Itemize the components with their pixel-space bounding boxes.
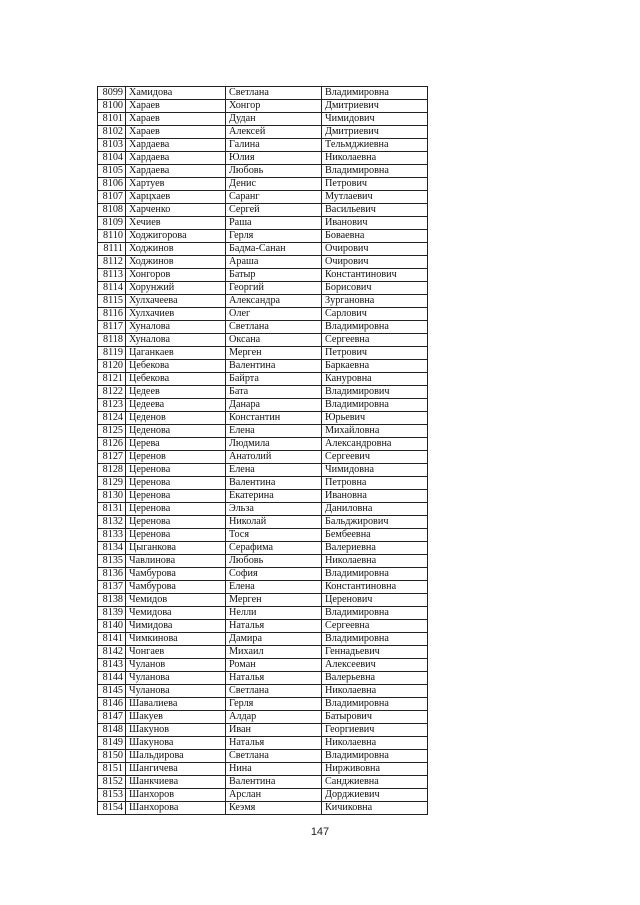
row-number-cell: 8127 (98, 451, 126, 464)
row-number-cell: 8152 (98, 776, 126, 789)
row-number-cell: 8151 (98, 763, 126, 776)
row-number-cell: 8099 (98, 87, 126, 100)
table-row (98, 789, 428, 802)
surname-cell: Церенова (126, 464, 226, 477)
surname-cell: Ходжинов (126, 256, 226, 269)
patronymic-cell: Александровна (322, 438, 428, 451)
surname-cell: Церенова (126, 529, 226, 542)
first-name-cell: Михаил (226, 646, 322, 659)
patronymic-cell: Юрьевич (322, 412, 428, 425)
table-row (98, 607, 428, 620)
patronymic-cell: Владимировна (322, 399, 428, 412)
patronymic-cell: Батырович (322, 711, 428, 724)
first-name-cell: Оксана (226, 334, 322, 347)
row-number-cell: 8129 (98, 477, 126, 490)
first-name-cell: Бата (226, 386, 322, 399)
patronymic-cell: Михайловна (322, 425, 428, 438)
table-row (98, 503, 428, 516)
table-row (98, 412, 428, 425)
table-row (98, 334, 428, 347)
first-name-cell: Валентина (226, 776, 322, 789)
table-row (98, 217, 428, 230)
row-number-cell: 8124 (98, 412, 126, 425)
patronymic-cell: Дорджиевич (322, 789, 428, 802)
table-row (98, 87, 428, 100)
table-row (98, 399, 428, 412)
first-name-cell: Николай (226, 516, 322, 529)
first-name-cell: Иван (226, 724, 322, 737)
names-table (97, 86, 428, 815)
row-number-cell: 8140 (98, 620, 126, 633)
table-row (98, 204, 428, 217)
first-name-cell: Эльза (226, 503, 322, 516)
first-name-cell: Наталья (226, 672, 322, 685)
first-name-cell: Хонгор (226, 100, 322, 113)
surname-cell: Церенова (126, 477, 226, 490)
surname-cell: Харченко (126, 204, 226, 217)
row-number-cell: 8141 (98, 633, 126, 646)
surname-cell: Ходжинов (126, 243, 226, 256)
patronymic-cell: Очирович (322, 256, 428, 269)
first-name-cell: Мерген (226, 594, 322, 607)
table-row (98, 516, 428, 529)
first-name-cell: Светлана (226, 321, 322, 334)
surname-cell: Шангичева (126, 763, 226, 776)
surname-cell: Хулхачиев (126, 308, 226, 321)
first-name-cell: Александра (226, 295, 322, 308)
row-number-cell: 8103 (98, 139, 126, 152)
patronymic-cell: Константиновна (322, 581, 428, 594)
first-name-cell: Наталья (226, 620, 322, 633)
first-name-cell: Валентина (226, 360, 322, 373)
surname-cell: Шанкчиева (126, 776, 226, 789)
surname-cell: Чуланов (126, 659, 226, 672)
first-name-cell: Любовь (226, 555, 322, 568)
patronymic-cell: Бембеевна (322, 529, 428, 542)
first-name-cell: Роман (226, 659, 322, 672)
table-row (98, 568, 428, 581)
patronymic-cell: Валериевна (322, 542, 428, 555)
row-number-cell: 8113 (98, 269, 126, 282)
table-row (98, 477, 428, 490)
surname-cell: Чимидова (126, 620, 226, 633)
patronymic-cell: Владимировна (322, 698, 428, 711)
row-number-cell: 8117 (98, 321, 126, 334)
table-row (98, 425, 428, 438)
patronymic-cell: Константинович (322, 269, 428, 282)
row-number-cell: 8107 (98, 191, 126, 204)
table-row (98, 529, 428, 542)
patronymic-cell: Мутлаевич (322, 191, 428, 204)
row-number-cell: 8101 (98, 113, 126, 126)
first-name-cell: София (226, 568, 322, 581)
row-number-cell: 8119 (98, 347, 126, 360)
patronymic-cell: Сарлович (322, 308, 428, 321)
first-name-cell: Наталья (226, 737, 322, 750)
patronymic-cell: Зургановна (322, 295, 428, 308)
row-number-cell: 8116 (98, 308, 126, 321)
patronymic-cell: Николаевна (322, 555, 428, 568)
surname-cell: Церенова (126, 503, 226, 516)
row-number-cell: 8105 (98, 165, 126, 178)
surname-cell: Хардаева (126, 152, 226, 165)
patronymic-cell: Боваевна (322, 230, 428, 243)
patronymic-cell: Сергеевна (322, 620, 428, 633)
first-name-cell: Екатерина (226, 490, 322, 503)
surname-cell: Шакунов (126, 724, 226, 737)
first-name-cell: Араша (226, 256, 322, 269)
surname-cell: Цыганкова (126, 542, 226, 555)
table-row (98, 256, 428, 269)
first-name-cell: Данара (226, 399, 322, 412)
patronymic-cell: Сергеевна (322, 334, 428, 347)
surname-cell: Цеденов (126, 412, 226, 425)
row-number-cell: 8147 (98, 711, 126, 724)
patronymic-cell: Геннадьевич (322, 646, 428, 659)
document-page (97, 86, 428, 815)
surname-cell: Чамбурова (126, 581, 226, 594)
patronymic-cell: Владимировна (322, 321, 428, 334)
patronymic-cell: Борисович (322, 282, 428, 295)
first-name-cell: Людмила (226, 438, 322, 451)
surname-cell: Хартуев (126, 178, 226, 191)
table-row (98, 269, 428, 282)
patronymic-cell: Владимировна (322, 165, 428, 178)
surname-cell: Чимкинова (126, 633, 226, 646)
table-row (98, 373, 428, 386)
row-number-cell: 8128 (98, 464, 126, 477)
surname-cell: Цебекова (126, 373, 226, 386)
table-row (98, 633, 428, 646)
table-row (98, 464, 428, 477)
names-table-body (98, 87, 428, 815)
surname-cell: Церенова (126, 516, 226, 529)
table-row (98, 347, 428, 360)
row-number-cell: 8135 (98, 555, 126, 568)
patronymic-cell: Сергеевич (322, 451, 428, 464)
table-row (98, 295, 428, 308)
patronymic-cell: Дмитриевич (322, 100, 428, 113)
surname-cell: Хардаева (126, 165, 226, 178)
row-number-cell: 8143 (98, 659, 126, 672)
first-name-cell: Любовь (226, 165, 322, 178)
patronymic-cell: Дмитриевич (322, 126, 428, 139)
patronymic-cell: Даниловна (322, 503, 428, 516)
first-name-cell: Бадма-Санан (226, 243, 322, 256)
row-number-cell: 8133 (98, 529, 126, 542)
table-row (98, 490, 428, 503)
table-row (98, 763, 428, 776)
first-name-cell: Елена (226, 425, 322, 438)
row-number-cell: 8130 (98, 490, 126, 503)
table-row (98, 776, 428, 789)
patronymic-cell: Николаевна (322, 737, 428, 750)
surname-cell: Чуланова (126, 685, 226, 698)
patronymic-cell: Ивановна (322, 490, 428, 503)
first-name-cell: Сергей (226, 204, 322, 217)
table-row (98, 191, 428, 204)
surname-cell: Шавалиева (126, 698, 226, 711)
first-name-cell: Денис (226, 178, 322, 191)
patronymic-cell: Васильевич (322, 204, 428, 217)
patronymic-cell: Владимирович (322, 386, 428, 399)
first-name-cell: Дамира (226, 633, 322, 646)
first-name-cell: Раша (226, 217, 322, 230)
row-number-cell: 8100 (98, 100, 126, 113)
row-number-cell: 8126 (98, 438, 126, 451)
first-name-cell: Георгий (226, 282, 322, 295)
first-name-cell: Кеэмя (226, 802, 322, 815)
surname-cell: Церенова (126, 490, 226, 503)
patronymic-cell: Санджиевна (322, 776, 428, 789)
row-number-cell: 8148 (98, 724, 126, 737)
table-row (98, 438, 428, 451)
table-row (98, 152, 428, 165)
surname-cell: Чамбурова (126, 568, 226, 581)
surname-cell: Хараев (126, 113, 226, 126)
row-number-cell: 8109 (98, 217, 126, 230)
table-row (98, 724, 428, 737)
first-name-cell: Нелли (226, 607, 322, 620)
patronymic-cell: Алексеевич (322, 659, 428, 672)
row-number-cell: 8115 (98, 295, 126, 308)
patronymic-cell: Иванович (322, 217, 428, 230)
row-number-cell: 8125 (98, 425, 126, 438)
surname-cell: Шальдирова (126, 750, 226, 763)
surname-cell: Цедеев (126, 386, 226, 399)
first-name-cell: Герля (226, 698, 322, 711)
surname-cell: Чуланова (126, 672, 226, 685)
table-row (98, 620, 428, 633)
table-row (98, 126, 428, 139)
surname-cell: Шакунова (126, 737, 226, 750)
row-number-cell: 8104 (98, 152, 126, 165)
table-row (98, 659, 428, 672)
row-number-cell: 8154 (98, 802, 126, 815)
row-number-cell: 8118 (98, 334, 126, 347)
first-name-cell: Алексей (226, 126, 322, 139)
row-number-cell: 8106 (98, 178, 126, 191)
table-row (98, 451, 428, 464)
table-row (98, 360, 428, 373)
first-name-cell: Байрта (226, 373, 322, 386)
table-row (98, 646, 428, 659)
table-row (98, 737, 428, 750)
first-name-cell: Елена (226, 581, 322, 594)
surname-cell: Церева (126, 438, 226, 451)
surname-cell: Цаганкаев (126, 347, 226, 360)
surname-cell: Хулхачеева (126, 295, 226, 308)
first-name-cell: Арслан (226, 789, 322, 802)
patronymic-cell: Кануровна (322, 373, 428, 386)
surname-cell: Хараев (126, 100, 226, 113)
row-number-cell: 8110 (98, 230, 126, 243)
surname-cell: Ходжигорова (126, 230, 226, 243)
row-number-cell: 8138 (98, 594, 126, 607)
row-number-cell: 8139 (98, 607, 126, 620)
surname-cell: Чемидова (126, 607, 226, 620)
table-row (98, 230, 428, 243)
row-number-cell: 8144 (98, 672, 126, 685)
row-number-cell: 8149 (98, 737, 126, 750)
surname-cell: Шанхорова (126, 802, 226, 815)
surname-cell: Чонгаев (126, 646, 226, 659)
first-name-cell: Батыр (226, 269, 322, 282)
patronymic-cell: Тельмджиевна (322, 139, 428, 152)
row-number-cell: 8153 (98, 789, 126, 802)
first-name-cell: Елена (226, 464, 322, 477)
patronymic-cell: Очирович (322, 243, 428, 256)
first-name-cell: Светлана (226, 685, 322, 698)
row-number-cell: 8122 (98, 386, 126, 399)
surname-cell: Харцхаев (126, 191, 226, 204)
patronymic-cell: Баркаевна (322, 360, 428, 373)
patronymic-cell: Владимировна (322, 607, 428, 620)
table-row (98, 165, 428, 178)
patronymic-cell: Владимировна (322, 750, 428, 763)
table-row (98, 555, 428, 568)
table-row (98, 100, 428, 113)
surname-cell: Цеденова (126, 425, 226, 438)
page-number: 147 (310, 826, 330, 838)
patronymic-cell: Церенович (322, 594, 428, 607)
first-name-cell: Светлана (226, 87, 322, 100)
surname-cell: Хорунжий (126, 282, 226, 295)
table-row (98, 321, 428, 334)
table-row (98, 802, 428, 815)
table-row (98, 139, 428, 152)
row-number-cell: 8150 (98, 750, 126, 763)
table-row (98, 698, 428, 711)
patronymic-cell: Петровна (322, 477, 428, 490)
patronymic-cell: Георгиевич (322, 724, 428, 737)
table-row (98, 178, 428, 191)
surname-cell: Шакуев (126, 711, 226, 724)
patronymic-cell: Петрович (322, 178, 428, 191)
first-name-cell: Светлана (226, 750, 322, 763)
table-row (98, 386, 428, 399)
surname-cell: Цебекова (126, 360, 226, 373)
surname-cell: Чавлинова (126, 555, 226, 568)
first-name-cell: Тося (226, 529, 322, 542)
patronymic-cell: Валерьевна (322, 672, 428, 685)
row-number-cell: 8112 (98, 256, 126, 269)
patronymic-cell: Нирживовна (322, 763, 428, 776)
first-name-cell: Анатолий (226, 451, 322, 464)
surname-cell: Хамидова (126, 87, 226, 100)
row-number-cell: 8102 (98, 126, 126, 139)
first-name-cell: Нина (226, 763, 322, 776)
table-row (98, 243, 428, 256)
table-row (98, 542, 428, 555)
first-name-cell: Валентина (226, 477, 322, 490)
patronymic-cell: Чимидовна (322, 464, 428, 477)
first-name-cell: Юлия (226, 152, 322, 165)
row-number-cell: 8137 (98, 581, 126, 594)
table-row (98, 594, 428, 607)
surname-cell: Хечиев (126, 217, 226, 230)
surname-cell: Чемидов (126, 594, 226, 607)
first-name-cell: Мерген (226, 347, 322, 360)
row-number-cell: 8120 (98, 360, 126, 373)
patronymic-cell: Кичиковна (322, 802, 428, 815)
table-row (98, 581, 428, 594)
first-name-cell: Алдар (226, 711, 322, 724)
table-row (98, 685, 428, 698)
first-name-cell: Саранг (226, 191, 322, 204)
table-row (98, 282, 428, 295)
table-row (98, 672, 428, 685)
patronymic-cell: Владимировна (322, 633, 428, 646)
surname-cell: Хуналова (126, 334, 226, 347)
row-number-cell: 8121 (98, 373, 126, 386)
row-number-cell: 8132 (98, 516, 126, 529)
patronymic-cell: Петрович (322, 347, 428, 360)
patronymic-cell: Николаевна (322, 685, 428, 698)
row-number-cell: 8134 (98, 542, 126, 555)
surname-cell: Шанхоров (126, 789, 226, 802)
row-number-cell: 8145 (98, 685, 126, 698)
row-number-cell: 8136 (98, 568, 126, 581)
patronymic-cell: Николаевна (322, 152, 428, 165)
row-number-cell: 8111 (98, 243, 126, 256)
table-row (98, 711, 428, 724)
patronymic-cell: Владимировна (322, 568, 428, 581)
first-name-cell: Дудан (226, 113, 322, 126)
row-number-cell: 8131 (98, 503, 126, 516)
surname-cell: Церенов (126, 451, 226, 464)
row-number-cell: 8123 (98, 399, 126, 412)
first-name-cell: Герля (226, 230, 322, 243)
surname-cell: Хараев (126, 126, 226, 139)
table-row (98, 113, 428, 126)
surname-cell: Хонгоров (126, 269, 226, 282)
surname-cell: Цедеева (126, 399, 226, 412)
first-name-cell: Галина (226, 139, 322, 152)
first-name-cell: Серафима (226, 542, 322, 555)
surname-cell: Хардаева (126, 139, 226, 152)
patronymic-cell: Владимировна (322, 87, 428, 100)
patronymic-cell: Бальджирович (322, 516, 428, 529)
patronymic-cell: Чимидович (322, 113, 428, 126)
first-name-cell: Олег (226, 308, 322, 321)
row-number-cell: 8146 (98, 698, 126, 711)
row-number-cell: 8108 (98, 204, 126, 217)
row-number-cell: 8142 (98, 646, 126, 659)
table-row (98, 308, 428, 321)
surname-cell: Хуналова (126, 321, 226, 334)
row-number-cell: 8114 (98, 282, 126, 295)
first-name-cell: Константин (226, 412, 322, 425)
table-row (98, 750, 428, 763)
